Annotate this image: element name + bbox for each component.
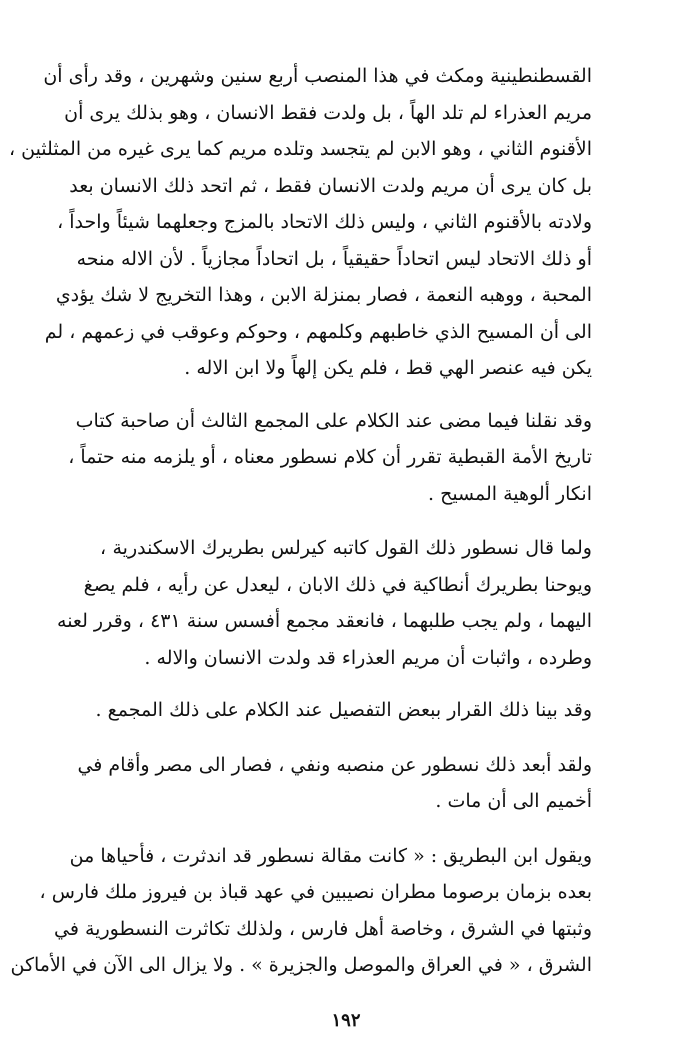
paragraph-4 (95, 692, 592, 729)
text-line: الشرق ، « في العراق والموصل والجزيرة » . ولا يزال الى الآن في الأماكن (10, 954, 592, 976)
paragraph-3 (57, 530, 592, 676)
text-line: القسطنطينية ومكث في هذا المنصب أربع سنين وشهرين ، وقد رأى أن (43, 65, 592, 87)
text-line: أو ذلك الاتحاد ليس اتحاداً حقيقياً ، بل اتحاداً مجازياً . لأن الاله منحه (76, 247, 592, 270)
text-line: انكار ألوهية المسيح . (427, 482, 592, 505)
text-line: الى أن المسيح الذي خاطبهم وكلمهم ، وحوكم وعوقب في زعمهم ، لم (44, 320, 592, 343)
text-line: اليهما ، ولم يجب طلبهما ، فانعقد مجمع أفسس سنة ٤٣١ ، وقرر لعنه (57, 610, 592, 632)
text-line: أخميم الى أن مات . (435, 790, 592, 812)
text-line: ولقد أبعد ذلك نسطور عن منصبه ونفي ، فصار الى مصر وأقام في (77, 753, 592, 776)
text-line: الأقنوم الثاني ، وهو الابن لم يتجسد وتلده مريم كما يرى غيره من المثلثين ، (8, 138, 592, 160)
text-line: وطرده ، واثبات أن مريم العذراء قد ولدت الانسان والاله . (144, 646, 592, 669)
paragraph-2 (68, 403, 592, 513)
text-line: ولادته بالأقنوم الثاني ، وليس ذلك الاتحاد بالمزج وجعلهما شيئاً واحداً ، (57, 211, 592, 233)
page-number: ١٩٢ (331, 1010, 361, 1031)
text-line: بل كان يرى أن مريم ولدت الانسان فقط ، ثم اتحد ذلك الانسان بعد (69, 174, 592, 197)
text-line: ويوحنا بطريرك أنطاكية في ذلك الابان ، ليعدل عن رأيه ، فلم يصغ (83, 573, 592, 596)
text-line: المحبة ، ووهبه النعمة ، فصار بمنزلة الابن ، وهذا التخريج لا شك يؤدي (55, 284, 592, 306)
text-line: ويقول ابن البطريق : « كانت مقالة نسطور قد اندثرت ، فأحياها من (69, 844, 592, 867)
text-line: بعده بزمان برصوما مطران نصيبين في عهد قباذ بن فيروز ملك فارس ، (39, 881, 592, 903)
paragraph-1 (8, 58, 592, 387)
text-line: تاريخ الأمة القبطية تقرر أن كلام نسطور معناه ، أو يلزمه منه حتماً ، (68, 446, 592, 468)
text-line: يكن فيه عنصر الهي قط ، فلم يكن إلهاً ولا ابن الاله . (184, 357, 592, 379)
text-line: وقد نقلنا فيما مضى عند الكلام على المجمع الثالث أن صاحبة كتاب (75, 409, 592, 432)
text-line: وقد بينا ذلك القرار ببعض التفصيل عند الكلام على ذلك المجمع . (95, 699, 592, 721)
text-line: وثبتها في الشرق ، وخاصة أهل فارس ، ولذلك تكاثرت النسطورية في (54, 917, 592, 940)
text-line: ولما قال نسطور ذلك القول كاتبه كيرلس بطريرك الاسكندرية ، (100, 537, 592, 559)
paragraph-5 (77, 747, 592, 820)
text-line: مريم العذراء لم تلد الهاً ، بل ولدت فقط الانسان ، وهو بذلك يرى أن (64, 101, 592, 124)
paragraph-6 (10, 838, 592, 984)
